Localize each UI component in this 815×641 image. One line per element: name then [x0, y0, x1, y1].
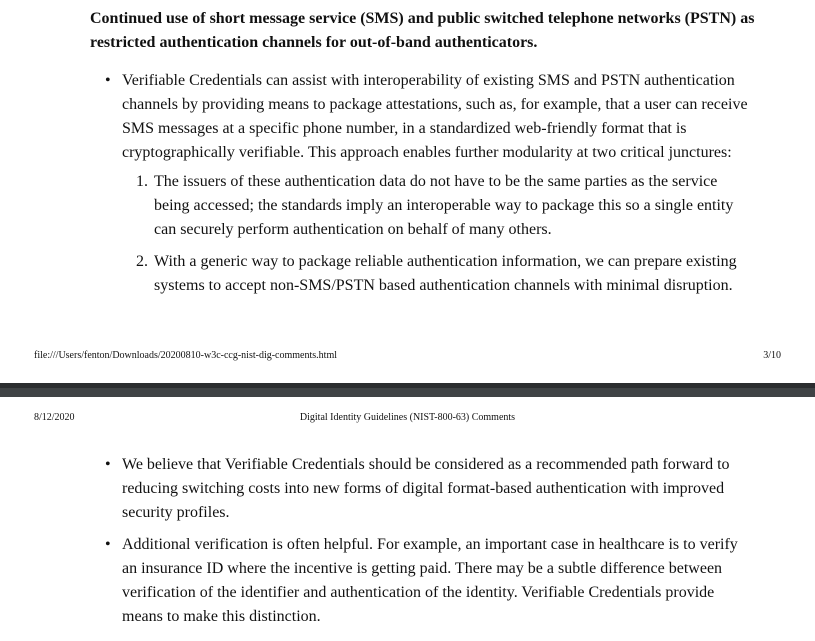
section-heading: Continued use of short message service (SMS) and public switched telephone networks (PSTN) as restricted authentication channels for out-of-band authenticators.: [90, 10, 755, 51]
header-title: Digital Identity Guidelines (NIST-800-63) Comments: [299, 412, 516, 423]
numbered-item: [136, 170, 756, 242]
bullet-icon: •: [105, 72, 111, 89]
list-item: [105, 69, 752, 165]
item-number: 2.: [136, 253, 148, 270]
bullet-text: Verifiable Credentials can assist with interoperability of existing SMS and PSTN authentication channels by providing means to package attestations, such as, for example, that a user can receive SMS messages at a specific phone number, in a standardized web-friendly format that is cryptographically verifiable. This approach enables further modularity at two critical junctures:: [122, 72, 748, 161]
item-number: 1.: [136, 173, 148, 190]
item-text: With a generic way to package reliable authentication information, we can prepare existing systems to accept non-SMS/PSTN based authentication channels with minimal disruption.: [154, 253, 737, 294]
header-date: 8/12/2020: [34, 412, 75, 423]
bullet-icon: •: [105, 456, 111, 473]
footer-file-path: file:///Users/fenton/Downloads/20200810-w3c-ccg-nist-dig-comments.html: [34, 350, 337, 361]
pdf-page-4: [0, 397, 815, 641]
bullet-icon: •: [105, 536, 111, 553]
numbered-item: [136, 250, 756, 298]
footer-page-number: 3/10: [763, 350, 781, 361]
page-separator: [0, 383, 815, 397]
bullet-text: We believe that Verifiable Credentials should be considered as a recommended path forward to reducing switching costs into new forms of digital format-based authentication with improved security profiles.: [122, 456, 730, 521]
bullet-text: Additional verification is often helpful. For example, an important case in healthcare is to verify an insurance ID where the incentive is getting paid. There may be a subtle difference between verification of the identifier and authentication of the identity. Verifiable Credentials provide means to make this distinction.: [122, 536, 738, 625]
list-item: [105, 453, 752, 525]
list-item: [105, 533, 752, 629]
item-text: The issuers of these authentication data do not have to be the same parties as the service being accessed; the standards imply an interoperable way to package this so a single entity can securely perform authentication on behalf of many others.: [154, 173, 734, 238]
